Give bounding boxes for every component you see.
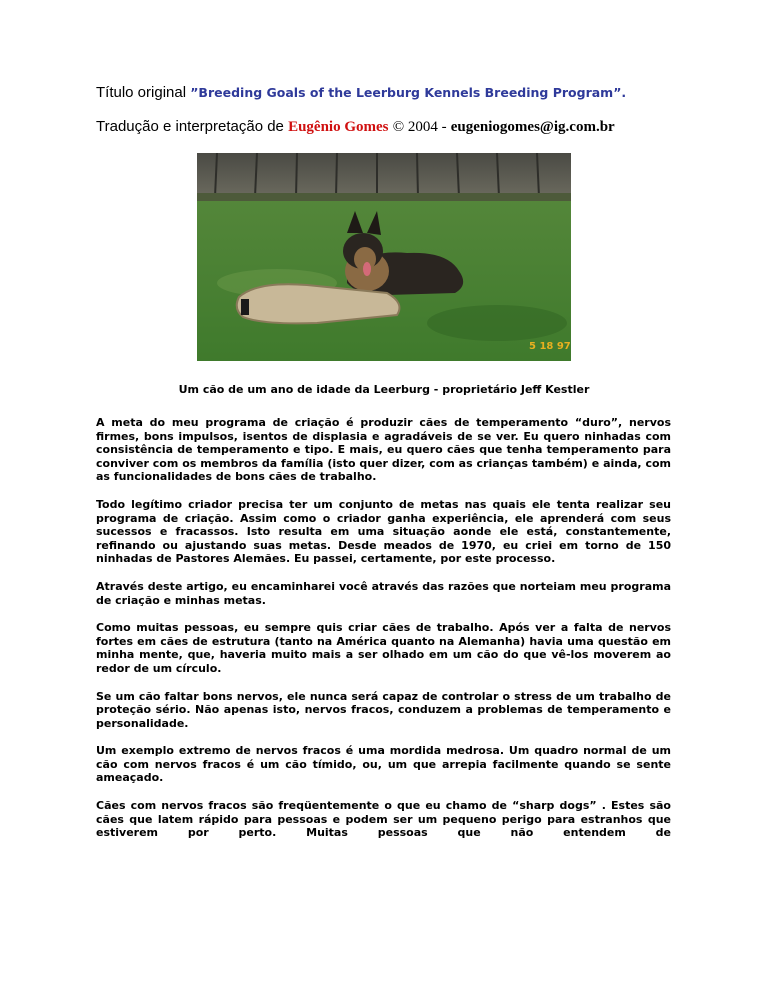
photo-caption: Um cão de um ano de idade da Leerburg - proprietário Jeff Kestler: [178, 383, 590, 396]
copyright-notice: © 2004 -: [392, 119, 447, 135]
translator-name: Eugênio Gomes: [288, 119, 389, 135]
original-title: ”Breeding Goals of the Leerburg Kennels Breeding Program”.: [190, 85, 627, 100]
paragraph: Como muitas pessoas, eu sempre quis criar cães de trabalho. Após ver a falta de nervos fortes em cães de estrutura (tanto na América quanto na Alemanha) havia uma questão em minha mente, que, haveria muito mais a ser olhado em um cão do que vê-los moverem ao redor de um círculo.: [96, 621, 671, 675]
paragraph: Através deste artigo, eu encaminharei você através das razões que norteiam meu programa de criação e minhas metas.: [96, 579, 671, 607]
original-title-label: Título original: [96, 84, 187, 101]
paragraph: A meta do meu programa de criação é produzir cães de temperamento “duro”, nervos firmes, bons impulsos, isentos de displasia e agradáveis de se ver. Eu quero ninhadas com consistência de temperamento e tipo. E mais, eu quero cães que tenha temperamento para conviver com os membros da família (isto quer dizer, com as crianças também) e ainda, com as funcionalidades de bons cães de trabalho.: [96, 416, 671, 484]
paragraph: Cães com nervos fracos são freqüentemente o que eu chamo de “sharp dogs” . Estes são cães que latem rápido para pessoas e podem ser um pequeno perigo para estranhos que estiverem por perto. Muitas pessoas que não entendem de: [96, 799, 671, 840]
dog-photo: [197, 153, 571, 361]
paragraph: Se um cão faltar bons nervos, ele nunca será capaz de controlar o stress de um trabalho de proteção sério. Não apenas isto, nervos fracos, conduzem a problemas de temperamento e personalidade.: [96, 689, 671, 730]
photo-fence: [197, 153, 571, 197]
paragraph: Todo legítimo criador precisa ter um conjunto de metas nas quais ele tenta realizar seu programa de criação. Assim como o criador ganha experiência, ele aprenderá com seus sucessos e fracassos. Isto resulta em uma situação aonde ele está, constantemente, refinando ou ajustando suas metas. Desde meados de 1970, eu criei em torno de 150 ninhadas de Pastores Alemães. Eu passei, certamente, por este processo.: [96, 497, 671, 566]
photo-date-stamp: 5 18 97: [529, 341, 571, 352]
paragraph: Um exemplo extremo de nervos fracos é uma mordida medrosa. Um quadro normal de um cão com nervos fracos é um cão tímido, ou, um que arrepia facilmente quando se sente ameaçado.: [96, 744, 671, 785]
translation-credit-line: [96, 118, 615, 136]
translation-label: Tradução e interpretação de: [96, 118, 284, 135]
original-title-line: [96, 84, 626, 101]
translator-email: eugeniogomes@ig.com.br: [450, 119, 615, 135]
article-body: [96, 416, 671, 854]
